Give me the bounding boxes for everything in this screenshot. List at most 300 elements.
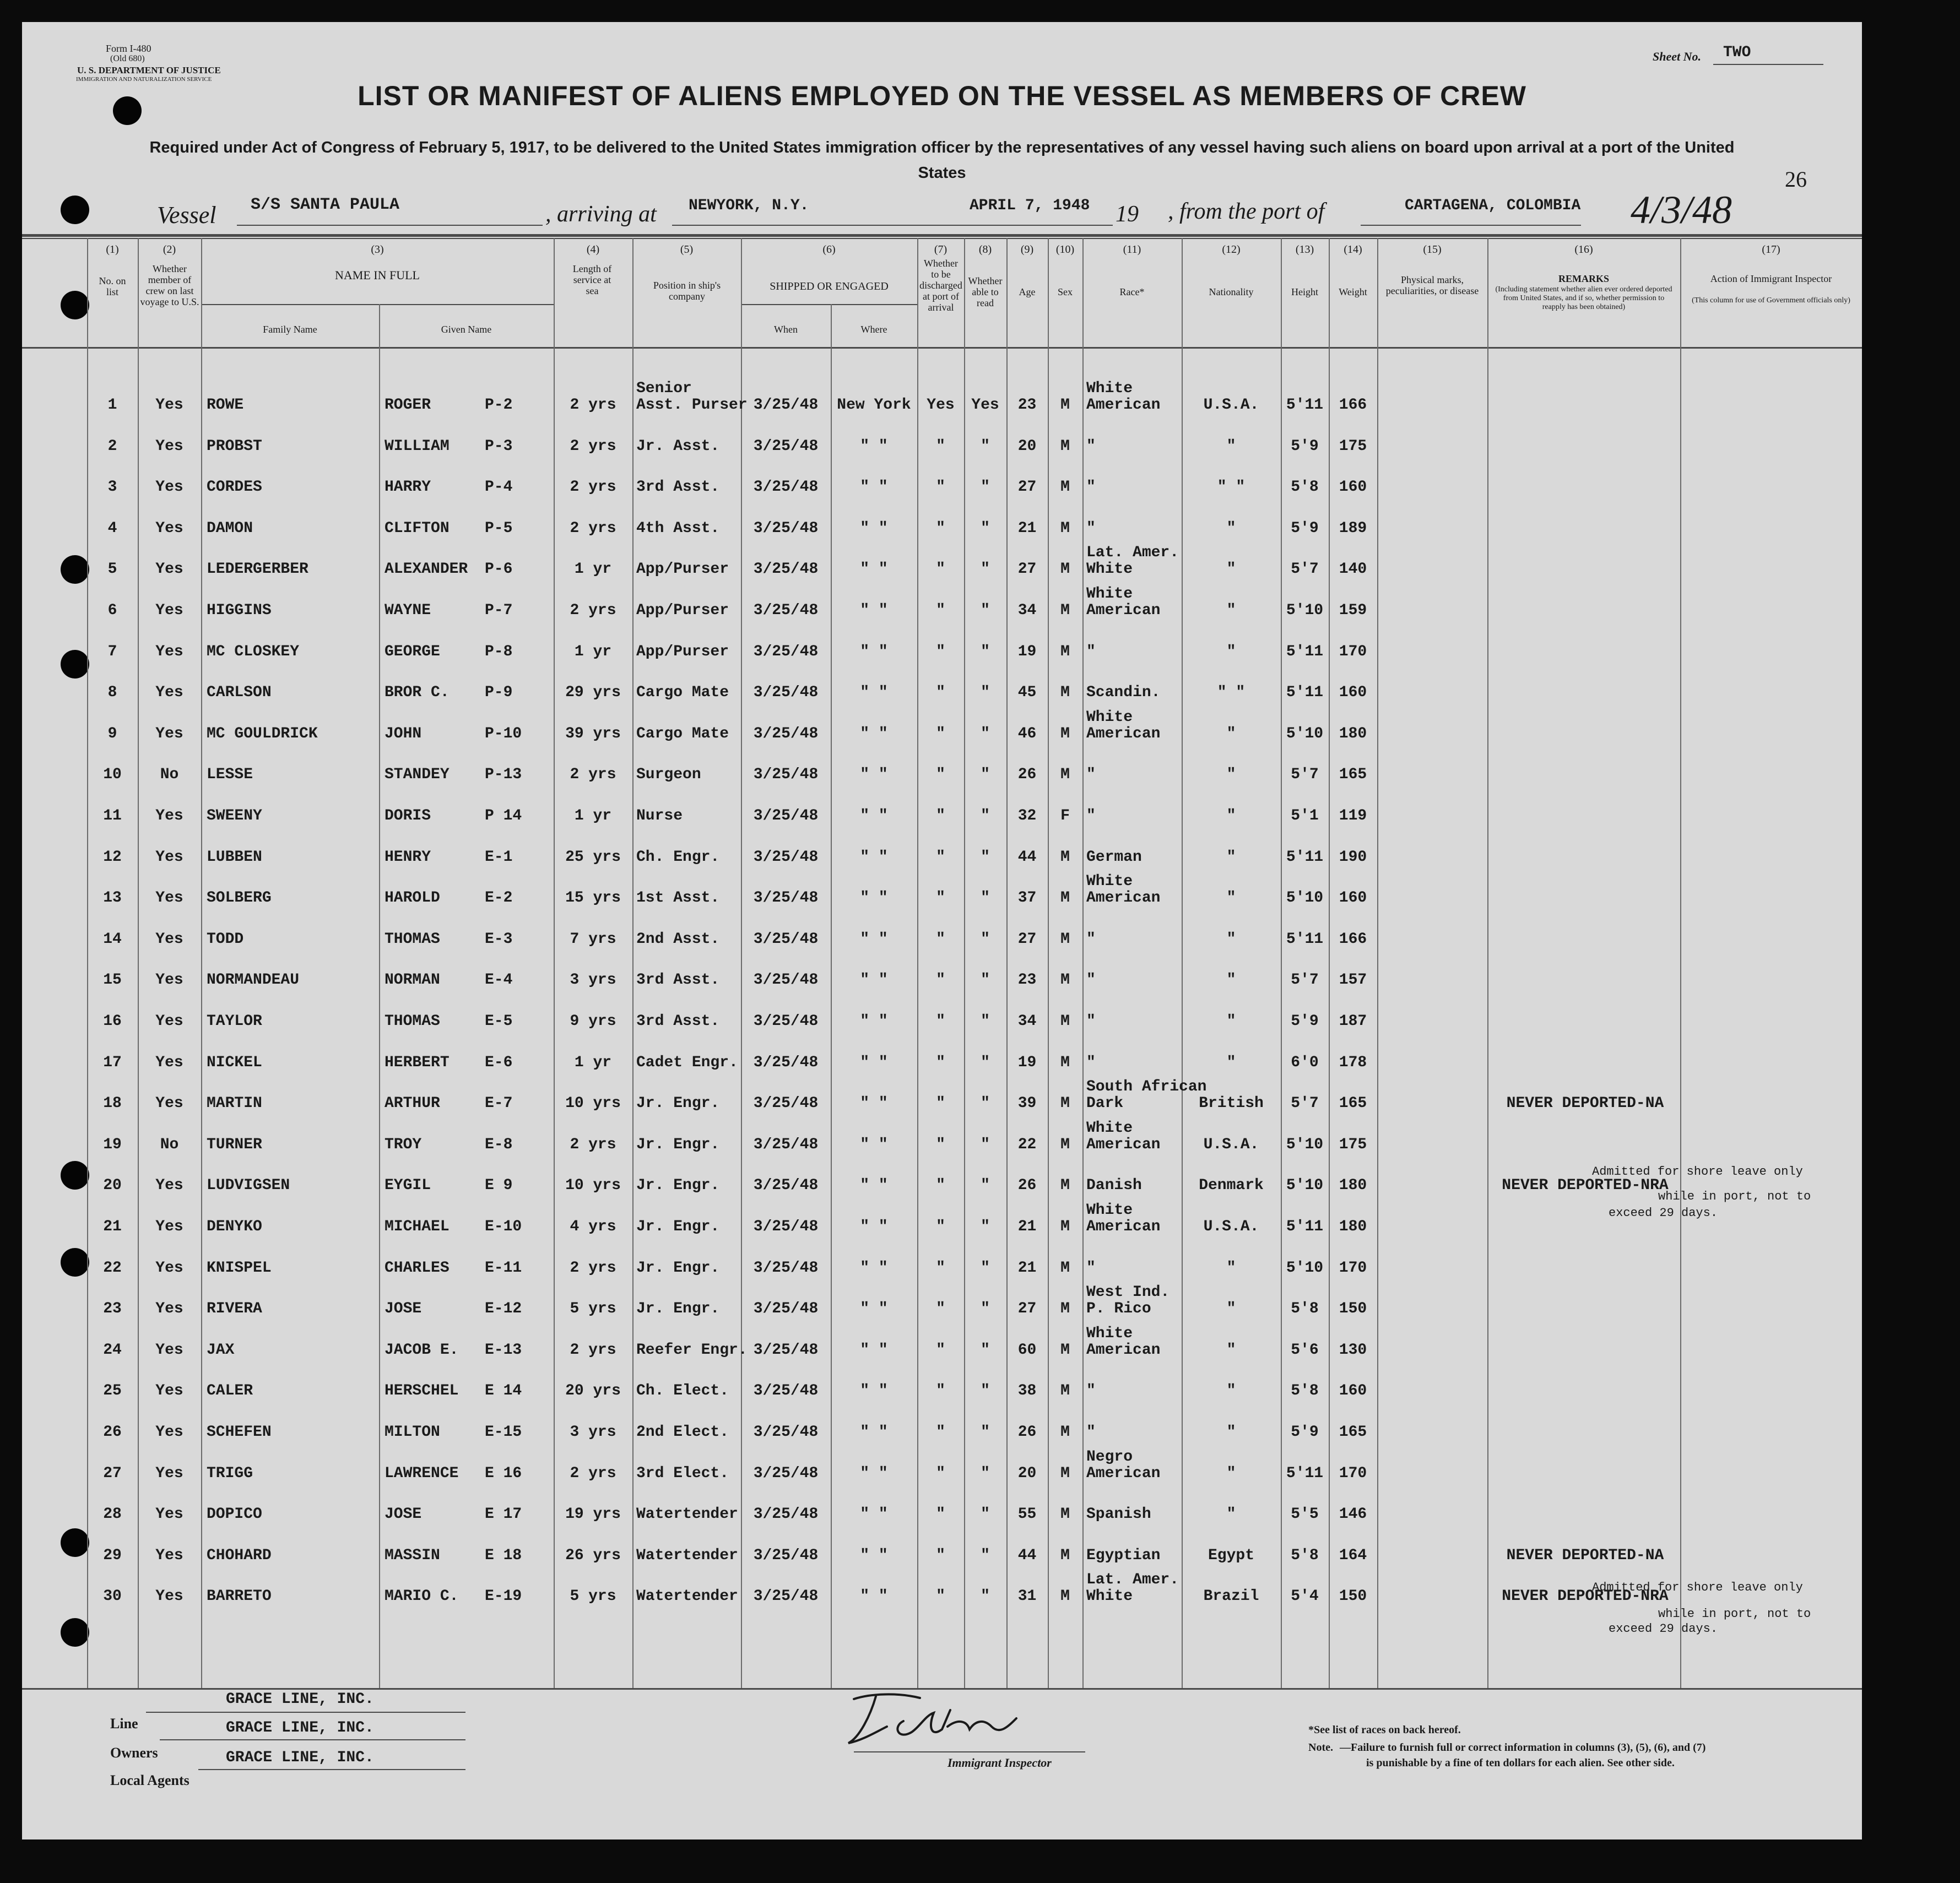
cell-service [554,1199,632,1242]
height-text: 5'9 [1291,438,1319,455]
given-text: HARRY [385,479,431,496]
cell-service [554,1240,632,1283]
race-text: Lat. Amer. [1086,544,1179,561]
cell-read [964,1035,1006,1078]
nationality-text: Egypt [1208,1547,1254,1564]
read-text: " [981,1136,990,1153]
last-text: Yes [155,1218,183,1235]
inspector-signature [837,1688,1025,1754]
code-text: P-3 [485,438,513,455]
cell-service [554,501,632,544]
cell-race [1086,1240,1183,1283]
cell-when [741,1076,831,1119]
read-text: " [981,1054,990,1071]
position-text: Cargo Mate [636,684,729,701]
race-text: " [1086,1424,1096,1441]
cell-nationality [1182,377,1281,420]
cell-nationality [1182,1158,1281,1201]
race-text: Lat. Amer. [1086,1571,1179,1588]
cell-no [87,870,138,913]
cell-given [385,706,489,749]
cell-when [741,1446,831,1489]
position-text: Ch. Engr. [636,849,720,866]
cell-code [485,747,551,790]
cell-height [1281,1281,1329,1324]
last-text: No [160,766,179,783]
when-text: 3/25/48 [753,1547,819,1564]
cell-given [385,624,489,667]
last-text: Yes [155,725,183,742]
age-text: 45 [1017,684,1037,701]
last-text: Yes [155,1260,183,1277]
cell-sex [1048,1446,1082,1489]
nationality-text: " [1226,561,1236,578]
cell-discharge [917,583,964,626]
family-text: CARLSON [207,684,272,701]
family-text: SCHEFEN [207,1424,272,1441]
family-text: MC CLOSKEY [207,643,300,660]
sex-text: M [1060,1547,1070,1564]
cell-nationality [1182,1528,1281,1571]
read-text: " [981,1300,990,1317]
table-row [22,1404,1862,1447]
read-text: " [981,889,990,907]
weight-text: 180 [1339,725,1367,742]
position-text: Jr. Engr. [636,1136,720,1153]
cell-when [741,1528,831,1571]
no-text: 11 [103,807,122,824]
sex-text: M [1060,1177,1070,1194]
cell-discharge [917,994,964,1037]
family-text: PROBST [207,438,262,455]
cell-family [207,1446,379,1489]
nationality-text: " [1226,931,1236,948]
cell-given [385,1117,489,1160]
cell-remark [1490,870,1680,913]
cell-where [831,377,917,420]
position-text: Nurse [636,807,683,824]
cell-age [1006,1240,1048,1283]
given-text: THOMAS [385,1013,440,1030]
cell-position [636,829,744,872]
cell-last [138,624,201,667]
table-row [22,911,1862,954]
no-text: 19 [103,1136,122,1153]
cell-read [964,952,1006,995]
cell-race [1086,706,1183,749]
colnum-10: (10) [1055,243,1075,256]
cell-last [138,1076,201,1119]
nationality-text: U.S.A. [1203,1136,1259,1153]
last-text: Yes [155,972,183,989]
cell-height [1281,1240,1329,1283]
cell-service [554,706,632,749]
discharge-text: " [936,1506,945,1523]
when-text: 3/25/48 [753,1424,819,1441]
nationality-text: U.S.A. [1203,397,1259,414]
cell-last [138,1486,201,1529]
shore-leave-stamp-line2: while in port, not to [1658,1190,1811,1203]
cell-given [385,541,489,584]
header-age: Age [1019,286,1036,297]
cell-position [636,459,744,502]
last-text: Yes [155,684,183,701]
cell-remark [1490,952,1680,995]
colnum-17: (17) [1762,243,1780,256]
code-text: E-11 [485,1260,522,1277]
cell-where [831,1117,917,1160]
race-text: White [1086,585,1133,603]
cell-no [87,1569,138,1611]
no-text: 29 [103,1547,122,1564]
cell-remark [1490,419,1680,462]
cell-given [385,747,489,790]
no-text: 10 [103,766,122,783]
cell-last [138,665,201,708]
last-text: Yes [155,520,183,537]
cell-code [485,1076,551,1119]
discharge-text: " [936,1588,945,1605]
nationality-text: Brazil [1203,1588,1259,1605]
cell-discharge [917,870,964,913]
cell-service [554,1569,632,1611]
when-text: 3/25/48 [753,1465,819,1482]
age-text: 19 [1017,1054,1037,1071]
form-old-number: (Old 680) [110,54,145,63]
service-text: 25 yrs [565,849,621,866]
cell-no [87,1199,138,1242]
cell-position [636,665,744,708]
height-text: 5'10 [1286,1177,1324,1194]
race-text: American [1086,1465,1161,1482]
sex-text: M [1060,602,1070,619]
cell-last [138,583,201,626]
cell-read [964,377,1006,420]
cell-read [964,583,1006,626]
cell-discharge [917,1569,964,1611]
cell-last [138,1199,201,1242]
colnum-1: (1) [106,243,119,256]
given-text: HAROLD [385,889,440,907]
cell-age [1006,1199,1048,1242]
code-text: P 14 [485,807,522,824]
cell-read [964,747,1006,790]
cell-discharge [917,1446,964,1489]
discharge-text: " [936,1177,945,1194]
cell-where [831,459,917,502]
race-text: American [1086,889,1161,907]
cell-position [636,1199,744,1242]
position-text: Jr. Engr. [636,1095,720,1112]
cell-remark [1490,788,1680,831]
cell-family [207,1199,379,1242]
discharge-text: " [936,1013,945,1030]
position-text: Senior [636,380,692,397]
when-text: 3/25/48 [753,479,819,496]
family-text: TODD [207,931,244,948]
cell-race [1086,1446,1183,1489]
cell-sex [1048,706,1082,749]
cell-sex [1048,377,1082,420]
height-text: 5'7 [1291,972,1319,989]
race-text: White [1086,380,1133,397]
service-text: 2 yrs [570,1342,616,1359]
cell-remark [1490,747,1680,790]
colnum-7: (7) [934,243,947,256]
header-discharged: Whether to be discharged at port of arrival [919,258,962,313]
colnum-5: (5) [680,243,694,256]
punch-hole [61,196,89,224]
cell-weight [1329,1281,1377,1324]
cell-where [831,870,917,913]
age-text: 34 [1017,602,1037,619]
cell-given [385,1281,489,1324]
age-text: 38 [1017,1382,1037,1399]
code-text: P-8 [485,643,513,660]
race-text: American [1086,1342,1161,1359]
cell-race [1086,994,1183,1037]
table-row [22,501,1862,544]
nationality-text: " [1226,1054,1236,1071]
cell-weight [1329,747,1377,790]
where-text: " " [860,1547,888,1564]
cell-read [964,1240,1006,1283]
weight-text: 180 [1339,1177,1367,1194]
cell-where [831,1363,917,1406]
no-text: 1 [107,397,117,414]
header-given-name: Given Name [441,324,492,335]
cell-when [741,747,831,790]
cell-when [741,541,831,584]
where-text: " " [860,1054,888,1071]
height-text: 5'8 [1291,1300,1319,1317]
owners-label: Owners [110,1745,158,1761]
nationality-text: " [1226,1382,1236,1399]
cell-given [385,952,489,995]
cell-where [831,1076,917,1119]
cell-service [554,788,632,831]
header-action-note: (This column for use of Government officials only) [1692,296,1850,305]
race-text: White [1086,709,1133,726]
when-text: 3/25/48 [753,438,819,455]
sex-text: M [1060,931,1070,948]
no-text: 3 [107,479,117,496]
cell-no [87,1322,138,1365]
cell-service [554,1528,632,1571]
cell-when [741,788,831,831]
sheet-label: Sheet No. [1653,50,1701,63]
cell-code [485,911,551,954]
no-text: 26 [103,1424,122,1441]
given-text: LAWRENCE [385,1465,459,1482]
cell-last [138,747,201,790]
cell-family [207,501,379,544]
cell-given [385,788,489,831]
cell-given [385,911,489,954]
age-text: 27 [1017,931,1037,948]
read-text: " [981,479,990,496]
cell-position [636,1158,744,1201]
cell-no [87,1281,138,1324]
cell-remark [1490,459,1680,502]
no-text: 30 [103,1588,122,1605]
nationality-text: " [1226,520,1236,537]
read-text: " [981,643,990,660]
cell-given [385,1363,489,1406]
when-text: 3/25/48 [753,643,819,660]
age-text: 55 [1017,1506,1037,1523]
cell-race [1086,1363,1183,1406]
height-text: 5'8 [1291,1382,1319,1399]
cell-age [1006,870,1048,913]
cell-nationality [1182,1076,1281,1119]
no-text: 16 [103,1013,122,1030]
cell-no [87,952,138,995]
discharge-text: " [936,1054,945,1071]
cell-discharge [917,1199,964,1242]
cell-last [138,1363,201,1406]
cell-service [554,419,632,462]
when-text: 3/25/48 [753,766,819,783]
cell-age [1006,1076,1048,1119]
cell-read [964,829,1006,872]
height-text: 5'11 [1286,931,1324,948]
sex-text: M [1060,1300,1070,1317]
cell-race [1086,541,1183,584]
service-text: 2 yrs [570,1465,616,1482]
service-text: 26 yrs [565,1547,621,1564]
cell-family [207,911,379,954]
weight-text: 160 [1339,479,1367,496]
cell-code [485,1569,551,1611]
where-text: " " [860,1506,888,1523]
position-text: 2nd Elect. [636,1424,729,1441]
cell-remark [1490,1281,1680,1324]
race-text: Spanish [1086,1506,1151,1523]
header-action-inspector: Action of Immigrant Inspector [1710,273,1832,284]
weight-text: 130 [1339,1342,1367,1359]
where-text: " " [860,1465,888,1482]
punch-hole [61,1618,89,1647]
cell-weight [1329,1528,1377,1571]
when-text: 3/25/48 [753,1177,819,1194]
weight-text: 178 [1339,1054,1367,1071]
family-text: MARTIN [207,1095,262,1112]
given-text: CLIFTON [385,520,450,537]
cell-code [485,1404,551,1447]
cell-code [485,1199,551,1242]
arriving-value: NEWYORK, N.Y. [689,197,809,214]
cell-code [485,501,551,544]
cell-age [1006,747,1048,790]
cell-age [1006,419,1048,462]
form-number: Form I-480 [106,43,151,54]
service-text: 2 yrs [570,397,616,414]
read-text: " [981,1424,990,1441]
cell-height [1281,624,1329,667]
sex-text: M [1060,1095,1070,1112]
cell-family [207,788,379,831]
inspector-label: Immigrant Inspector [947,1756,1052,1770]
age-text: 26 [1017,766,1037,783]
colnum-8: (8) [978,243,992,256]
height-text: 5'10 [1286,889,1324,907]
last-text: Yes [155,438,183,455]
sex-text: M [1060,972,1070,989]
service-text: 1 yr [574,1054,612,1071]
weight-text: 160 [1339,1382,1367,1399]
family-text: LEDERGERBER [207,561,308,578]
cell-height [1281,541,1329,584]
when-text: 3/25/48 [753,1382,819,1399]
cell-family [207,1322,379,1365]
cell-given [385,1322,489,1365]
age-text: 44 [1017,1547,1037,1564]
cell-last [138,1322,201,1365]
cell-no [87,459,138,502]
cell-given [385,377,489,420]
cell-nationality [1182,1281,1281,1324]
given-text: ALEXANDER [385,561,468,578]
discharge-text: " [936,684,945,701]
cell-position [636,1528,744,1571]
code-text: P-13 [485,766,522,783]
cell-given [385,1035,489,1078]
cell-last [138,1240,201,1283]
cell-nationality [1182,624,1281,667]
table-row [22,1240,1862,1283]
cell-read [964,788,1006,831]
cell-nationality [1182,419,1281,462]
family-text: DAMON [207,520,253,537]
discharge-text: " [936,1300,945,1317]
colnum-9: (9) [1020,243,1034,256]
cell-height [1281,419,1329,462]
family-text: DENYKO [207,1218,262,1235]
given-text: THOMAS [385,931,440,948]
table-row [22,665,1862,708]
family-text: LUBBEN [207,849,262,866]
cell-age [1006,1404,1048,1447]
header-no-on-list: No. on list [99,275,126,297]
cell-remark [1490,994,1680,1037]
cell-remark [1490,1035,1680,1078]
cell-nationality [1182,1035,1281,1078]
no-text: 6 [107,602,117,619]
cell-code [485,1117,551,1160]
cell-discharge [917,1404,964,1447]
cell-discharge [917,911,964,954]
when-text: 3/25/48 [753,1260,819,1277]
cell-no [87,1486,138,1529]
cell-code [485,952,551,995]
when-text: 3/25/48 [753,1054,819,1071]
header-sex: Sex [1058,286,1073,297]
discharge-text: " [936,725,945,742]
cell-race [1086,747,1183,790]
cell-code [485,419,551,462]
cell-remark [1490,706,1680,749]
cell-age [1006,994,1048,1037]
cell-nationality [1182,952,1281,995]
discharge-text: " [936,1136,945,1153]
weight-text: 160 [1339,684,1367,701]
family-text: TURNER [207,1136,262,1153]
local-agents-label: Local Agents [110,1772,189,1788]
cell-last [138,706,201,749]
family-text: RIVERA [207,1300,262,1317]
cell-discharge [917,665,964,708]
